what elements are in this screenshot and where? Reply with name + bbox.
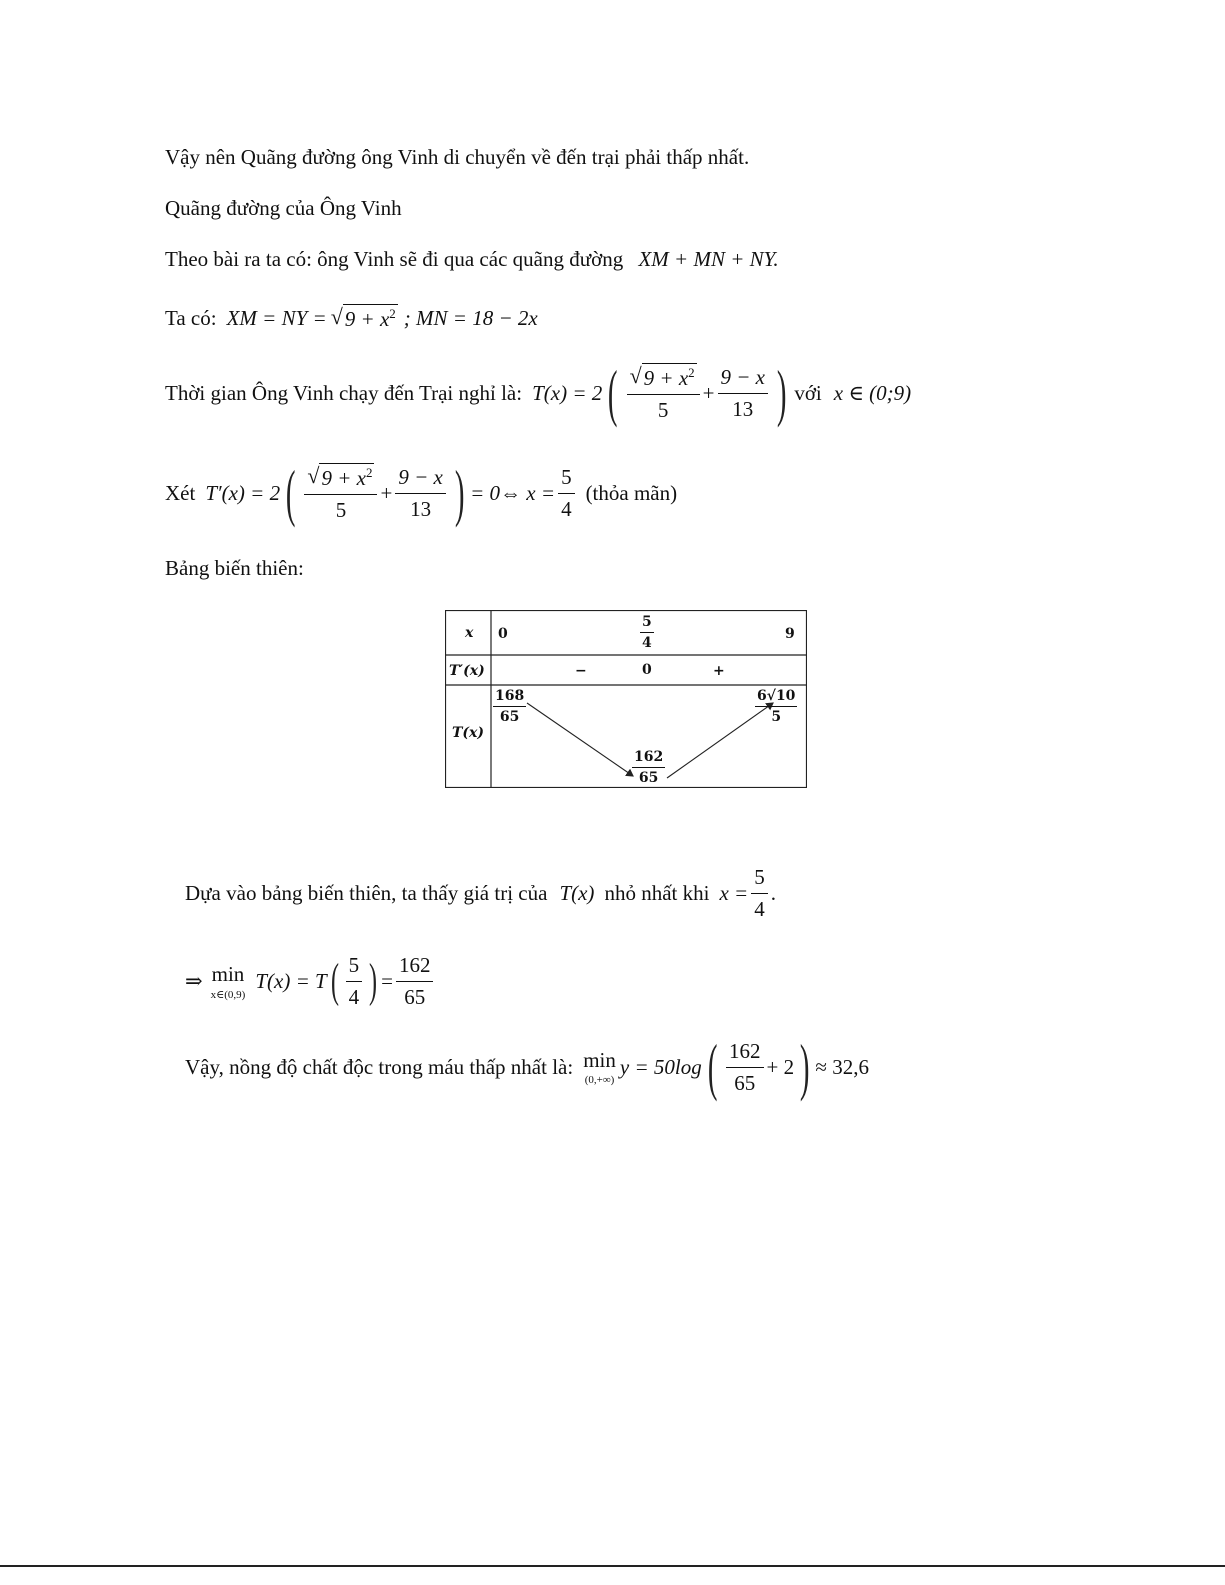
right-paren: ) (776, 357, 787, 428)
line-5-with: với (794, 380, 822, 405)
line-9-min-op: min (211, 961, 245, 986)
line-6-den-1: 5 (335, 498, 347, 522)
line-6-exponent: 2 (365, 465, 373, 480)
line-6-radicand: 9 + x (321, 466, 366, 490)
line-10-min-limit: (0,+∞) (584, 1074, 615, 1086)
variation-table (445, 610, 807, 788)
line-6-den-2: 13 (410, 496, 432, 521)
row-label-derivative: T′(x) (449, 663, 485, 679)
sign-positive: + (713, 663, 725, 679)
line-4-exponent: 2 (389, 306, 396, 321)
line-4-radicand: 9 + x (344, 307, 390, 331)
line-8-den: 4 (754, 896, 765, 921)
text-line-8 (185, 865, 776, 921)
sign-negative: − (575, 663, 587, 679)
line-9-min (211, 962, 246, 1001)
line-10-den: 65 (734, 1070, 756, 1095)
x-mid-num: 5 (640, 614, 654, 633)
line-8-fx: T(x) (559, 880, 595, 905)
text-line-5 (165, 357, 911, 429)
line-8-x: x = (719, 880, 749, 905)
line-5-plus: + (702, 380, 715, 405)
line-8-text: Dựa vào bảng biến thiên, ta thấy giá trị của (185, 880, 548, 905)
text-line-9 (185, 950, 436, 1012)
value-right (755, 688, 797, 725)
line-10-min (583, 1048, 616, 1086)
line-5-den-1: 5 (657, 398, 669, 422)
left-paren: ( (330, 954, 339, 1007)
implies-arrow: ⇒ (185, 968, 203, 993)
line-9-num: 5 (346, 953, 363, 982)
x-value-9: 9 (785, 626, 795, 642)
line-6-num-3: 5 (558, 465, 575, 494)
line-9-num-2: 162 (396, 953, 434, 982)
line-8-dot: . (770, 880, 776, 905)
line-8-text-2: nhỏ nhất khi (604, 880, 710, 905)
text-line-4 (165, 300, 538, 336)
x-mid-den: 4 (642, 635, 652, 651)
line-10-frac (726, 1039, 764, 1096)
text-line-10 (185, 1031, 869, 1102)
line-4-eq-a: XM = NY = (226, 305, 327, 330)
line-9-frac-2 (396, 953, 434, 1010)
line-6-plus: + (380, 480, 393, 505)
line-9-den-2: 65 (404, 984, 426, 1009)
line-6-lhs: T′(x) = 2 (205, 480, 281, 505)
line-9-expr: T(x) = T (255, 968, 327, 993)
line-8-num: 5 (751, 865, 768, 894)
line-9-min-limit: x∈(0,9) (210, 988, 246, 1001)
text-line-1: Vậy nên Quãng đường ông Vinh di chuyển về đến trại phải thấp nhất. (165, 145, 750, 169)
line-4-label: Ta có: (165, 305, 217, 330)
line-10-plus: + 2 (766, 1054, 795, 1079)
line-6-num-2: 9 − x (395, 465, 446, 494)
min-num: 162 (632, 749, 665, 768)
right-num: 6√10 (755, 688, 797, 707)
line-10-min-op: min (583, 1048, 616, 1072)
text-line-3 (165, 249, 779, 270)
line-5-exponent: 2 (688, 365, 695, 380)
derivative-zero: 0 (642, 662, 652, 678)
line-10-text: Vậy, nồng độ chất độc trong máu thấp nhất là: (185, 1054, 574, 1079)
row-label-function: T(x) (452, 725, 485, 741)
line-8-frac (751, 865, 768, 922)
left-paren: ( (608, 357, 618, 428)
line-10-num: 162 (726, 1039, 764, 1068)
line-6-frac-3 (558, 465, 575, 522)
line-6-eq: = 0⇔ x = (470, 480, 556, 505)
text-line-7: Bảng biến thiên: (165, 556, 304, 580)
bottom-rule (0, 1565, 1225, 1567)
line-5-text: Thời gian Ông Vinh chạy đến Trại nghỉ là: (165, 380, 523, 405)
line-6-frac-2 (395, 465, 446, 522)
text-line-6 (165, 457, 677, 529)
right-paren: ) (369, 954, 378, 1007)
x-value-0: 0 (498, 626, 508, 642)
line-3-text: Theo bài ra ta có: ông Vinh sẽ đi qua các quãng đường (165, 247, 624, 271)
left-den: 65 (499, 709, 520, 725)
line-6-label: Xét (165, 480, 196, 505)
line-4-eq-b: ; MN = 18 − 2x (403, 305, 538, 330)
line-5-den-2: 13 (732, 396, 754, 421)
line-10-result: ≈ 32,6 (815, 1054, 869, 1079)
line-6-note: (thỏa mãn) (585, 480, 678, 505)
line-9-frac (346, 953, 363, 1010)
line-9-eq: = (381, 968, 393, 993)
line-5-frac-1: √ $9 + x^2$ 5 (627, 363, 700, 423)
line-10-expr: y = 50log (619, 1054, 702, 1079)
line-6-den-3: 4 (561, 496, 572, 521)
row-label-x: x (465, 625, 474, 641)
line-4-sqrt: √ $9 + x^2$ (330, 304, 396, 331)
right-den: 5 (771, 709, 782, 725)
line-6-frac-1: √ $9 + x^2$ 5 (304, 463, 377, 523)
min-den: 65 (638, 770, 659, 786)
decrease-arrow (527, 703, 633, 776)
line-9-den: 4 (348, 984, 360, 1009)
value-minimum (632, 749, 665, 786)
line-5-radicand: 9 + x (643, 366, 689, 390)
line-5-frac-2 (718, 365, 769, 422)
left-paren: ( (285, 457, 296, 528)
line-5-num-2: 9 − x (718, 365, 769, 394)
line-5-domain: x ∈ (0;9) (833, 380, 912, 405)
right-paren: ) (454, 457, 465, 528)
line-3-math: XM + MN + NY. (638, 247, 779, 271)
value-left (493, 688, 526, 725)
x-value-5-4 (640, 614, 654, 651)
line-5-lhs: T(x) = 2 (532, 380, 603, 405)
left-paren: ( (707, 1031, 718, 1102)
left-num: 168 (493, 688, 526, 707)
right-paren: ) (799, 1031, 810, 1102)
text-line-2: Quãng đường của Ông Vinh (165, 196, 402, 220)
